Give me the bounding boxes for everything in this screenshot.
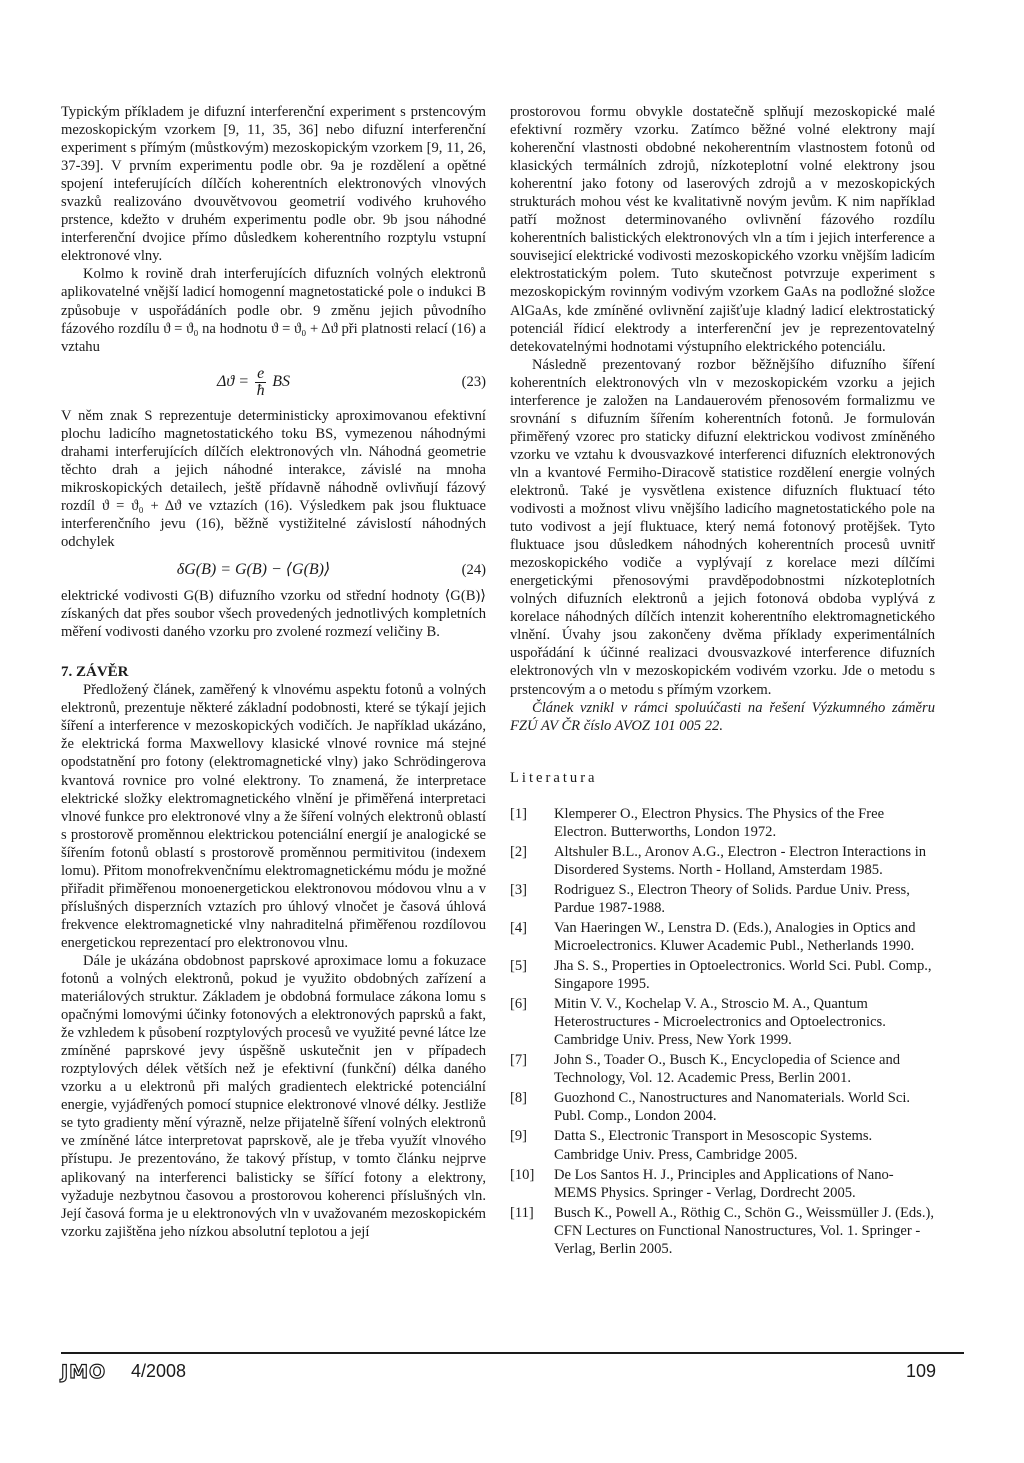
body-paragraph: Kolmo k rovině drah interferujících difuzních volných elektronů aplikovatelné vnější ladicí homogenní magnetostatické pole o indukci B způsobuje v uspořádáních podle obr. 9 změnu jejich původního fázového rozdílu ϑ = ϑ₀ na hodnotu ϑ = ϑ₀ + Δϑ při platnosti relací (16) a vztahu [61, 266, 486, 355]
reference-item [510, 957, 935, 993]
reference-item [510, 843, 935, 879]
page-number: 109 [905, 1361, 936, 1381]
reference-item [510, 805, 935, 841]
reference-number: [5] [510, 958, 528, 975]
reference-number: [2] [510, 843, 528, 860]
equation-23 [61, 366, 486, 399]
body-paragraph: prostorovou formu obvykle dostatečně splňují mezoskopické malé efektivní rozměry vzorku. Zatímco běžné volné elektrony mají koherenční vlastnosti obdobné nekoherentním vlastnostem fotonů od klasických termálních zdrojů, nízkoteplotní volné elektrony jsou koherentní jako fotony od laserových zdrojů a v mezoskopických strukturách mohou vést ke kvalitativně novým jevům. K nim například patří možnost determinovaného ovlivnění fázového rozdílu koherentních balistických elektronových vln a tím i jejich interference a souvisejicí elektrické vodivosti mezoskopického vzorku vnějším ladicím elektrostatickým polem. Tuto skutečnost potvrzuje experiment s mezoskopickým rovinným vodivým vzorkem GaAs na podložné složce AlGaAs, kde zmíněné ovlivnění zajišťuje kladný ladicí elektrostatický potenciál řídicí elektrody a interferenční jev je reprezentovatelný detekovatelnými hodnotami výstupního elektrického potenciálu. [510, 104, 935, 355]
reference-text: Datta S., Electronic Transport in Mesoscopic Systems. Cambridge Univ. Press, Cambridge 2005. [554, 1128, 873, 1163]
journal-logo: JMO [61, 1361, 107, 1383]
reference-text: Van Haeringen W., Lenstra D. (Eds.), Analogies in Optics and Microelectronics. Kluwer Academic Publ., Netherlands 1990. [554, 919, 916, 955]
reference-text: Rodriguez S., Electron Theory of Solids. Pardue Univ. Press, Pardue 1987-1988. [554, 881, 910, 916]
equation-rhs: BS [272, 372, 290, 390]
reference-number: [11] [510, 1204, 534, 1221]
reference-number: [6] [510, 996, 528, 1013]
reference-text: De Los Santos H. J., Principles and Applications of Nano-MEMS Physics. Springer - Verlag, Dordrecht 2005. [554, 1166, 894, 1201]
reference-item [510, 1204, 935, 1258]
reference-number: [4] [510, 919, 528, 936]
body-paragraph: Dále je ukázána obdobnost paprskové aproximace lomu a fokuzace fotonů a volných elektronů, pokud je využito obdobných zařízení a materiálových struktur. Základem je obdobná formulace zákona lomu s opačnými lomovými účinky fotonových a elektronových paprsků a fakt, že vzhledem k působení rozptylových procesů ve využité pevné látce lze zmíněné paprskové jevy úspěšně uskutečnit jen v případech rozptylových délek větších než je efektivní (funkční) délka daného vzorku a u elektronů při malých gradientech elektrické potenciální energie, vyjádřených pomocí stupnice elektronové vlnové délky. Jestliže se tyto gradienty mění výrazně, nelze přijatelně šíření volných elektronů ve zmíněné látce interpretovat paprskově, ale je třeba využít vlnového přístupu. Je prezentováno, že takový přístup, v tomto článku nejprve aplikovaný na interferenci balisticky se šířící fotony a elektrony, vyžaduje nezbytnou časovou a prostorovou koherenci příslušných vln. Její časová forma je u elektronových vln v uvažovaném mezoskopickém vzorku zajištěna jeho nízkou absolutní teplotou a její [61, 952, 486, 1240]
body-paragraph: Následně prezentovaný rozbor běžnějšího difuzního šíření koherentních elektronových vln v mezoskopickém vzorku a jejich interference je založen na Landauerovém přenosovém formalizmu ve srovnání s difuzním šířením koherentních fotonů. Je formulován přiměřený vzorec pro staticky difuzní elektrickou vodivost zmíněného vzorku ve vztahu k dvousvazkové interferenci difuzních elektronových vln a kvantové Fermiho-Diracově statistice rozdělení energie volných elektronů. Také je vysvětlena existence difuzních fluktuací této vodivosti a možnost vlivu vnějšího ladicího magnetostatického pole na tuto vodivost a její fluktuace, který nemá fotonový protějšek. Tyto fluktuace jsou důsledkem náhodných koherentních procesů uvnitř mezoskopického vodiče a vyplývají z korelace mezi dílčími energetickými přenosovými pravděpodobnostmi nízkoteplotních volných difuzních elektronů a jejich fotonová obdoba vyplývá z korelace náhodných dílčích intenzit koherentního elektromagnetického vlnění. Úvahy jsou zakončeny dvěma příklady experimentálních uspořádání k účinné realizaci dvousvazkové interference difuzních elektronových vln v mezoskopickém vodivém vzorku. Jde o metodu s prstencovým a o metodu s přímým vzorkem. [510, 356, 935, 698]
body-paragraph: Předložený článek, zaměřený k vlnovému aspektu fotonů a volných elektronů, prezentuje některé základní podobnosti, které se týkají jejich šíření a interference v mezoskopických vodičích. Je například ukázáno, že elektrická forma Maxwellovy klasické vlnové rovnice má stejné opodstatnění pro fotony (elektromagnetické vlny) jako Schrödingerova kvantová rovnice pro volné elektrony. To znamená, že interpretace elektrické složky elektromagnetického vlnění je přiměřená interpretaci vlnové funkce pro elektronové vlny a že šíření volných elektronů oblastí s prostorově proměnnou elektrickou potenciální energií je analogické se šířením fotonů oblastí s prostorově proměnnou permitivitou (indexem lomu). Přitom monofrekvenčnímu elektromagnetickému módu je možné přiřadit přiměřenou monoenergetickou elektronovou módovou vlnu a v příslušných disperzních vztazích pro úhlový vlnočet je časová úhlová frekvence elektromagnetické vlny nahraditelná přiměřenou rozdílovou energetickou reprezentací pro elektronovou vlnu. [61, 682, 486, 951]
body-paragraph: V něm znak S reprezentuje deterministicky aproximovanou efektivní plochu ladicího magnetostatického toku BS, vymezenou náhodnými drahami interferujících dílčích elektronových vln. Náhodná geometrie těchto drah a jejich náhodné interakce, závislé na mnoha mikroskopických detailech, ještě přídavně náhodně ovlivňují fázový rozdíl ϑ = ϑ₀ + Δϑ ve vztazích (16). Výsledkem pak jsou fluktuace interferenčního jevu (16), běžně vystižitelné závislostí náhodných odchylek [61, 407, 486, 550]
reference-item [510, 1127, 935, 1163]
equation-body: δG(B) = G(B) − ⟨G(B)⟩ [176, 561, 331, 579]
reference-text: Guozhond C., Nanostructures and Nanomaterials. World Sci. Publ. Comp., London 2004. [554, 1090, 911, 1125]
section-heading: 7. ZÁVĚR [61, 664, 129, 681]
equation-24 [61, 561, 486, 579]
footer-divider [61, 1352, 964, 1354]
reference-text: John S., Toader O., Busch K., Encyclopedia of Science and Technology, Vol. 12. Academic Press, Berlin 2001. [554, 1052, 901, 1087]
reference-text: Busch K., Powell A., Röthig C., Schön G., Weissmüller J. (Eds.), CFN Lectures on Functional Nanostructures, Vol. 1. Springer - Verlag, Berlin 2005. [554, 1204, 935, 1257]
fraction-numerator: e [257, 364, 265, 382]
reference-number: [9] [510, 1128, 528, 1145]
right-column [510, 103, 935, 1260]
fraction-denominator: ħ [256, 381, 265, 399]
reference-text: Altshuler B.L., Aronov A.G., Electron - Electron Interactions in Disordered Systems. North - Holland, Amsterdam 1985. [554, 843, 927, 878]
reference-number: [1] [510, 805, 528, 822]
issue-number: 4/2008 [131, 1361, 187, 1381]
reference-text: Jha S. S., Properties in Optoelectronics. World Sci. Publ. Comp., Singapore 1995. [554, 958, 932, 993]
equation-lhs: Δϑ = [217, 372, 250, 390]
reference-number: [8] [510, 1090, 528, 1107]
reference-list [510, 805, 935, 1258]
body-paragraph: Typickým příkladem je difuzní interferenční experiment s prstencovým mezoskopickým vzorkem [9, 11, 35, 36] nebo difuzní interferenční experiment s přímým (můstkovým) mezoskopickým vzorkem [9, 11, 26, 37-39]. V prvním experimentu podle obr. 9a je rozdělení a opětné spojení inteferujících dílčích koherentních elektronových vlnových svazků realizováno dvouvětvovou geometrií vodivého kruhového prstence, kdežto v druhém experimentu podle obr. 9b jsou náhodné interferenční dvojice přímo důsledkem koherentního rozptylu vstupní elektronové vlny. [61, 104, 486, 265]
reference-item [510, 919, 935, 955]
reference-number: [3] [510, 881, 528, 898]
reference-text: Klemperer O., Electron Physics. The Physics of the Free Electron. Butterworths, London 1972. [554, 805, 885, 840]
reference-text: Mitin V. V., Kochelap V. A., Stroscio M. A., Quantum Heterostructures - Microelectronics and Optoelectronics. Cambridge Univ. Press, New York 1999. [554, 996, 886, 1049]
body-paragraph: elektrické vodivosti G(B) difuzního vzorku od střední hodnoty ⟨G(B)⟩ získaných dat přes soubor všech provedených jednotlivých kompletních měření vodivosti daného vzorku pro zvolené rozmezí veličiny B. [61, 588, 486, 641]
reference-number: [7] [510, 1052, 528, 1069]
reference-number: [10] [510, 1166, 535, 1183]
reference-item [510, 995, 935, 1049]
reference-item [510, 1166, 935, 1202]
acknowledgement: Článek vznikl v rámci spoluúčasti na řešení Výzkumného záměru FZÚ AV ČR číslo AVOZ 101 005 22. [510, 699, 935, 734]
equation-body [61, 366, 446, 399]
equation-number: (23) [461, 374, 486, 391]
references-heading: Literatura [510, 769, 598, 786]
reference-item [510, 1089, 935, 1125]
reference-item [510, 881, 935, 917]
equation-fraction [255, 366, 266, 399]
reference-item [510, 1051, 935, 1087]
left-column [61, 103, 486, 1241]
equation-number: (24) [461, 562, 486, 579]
